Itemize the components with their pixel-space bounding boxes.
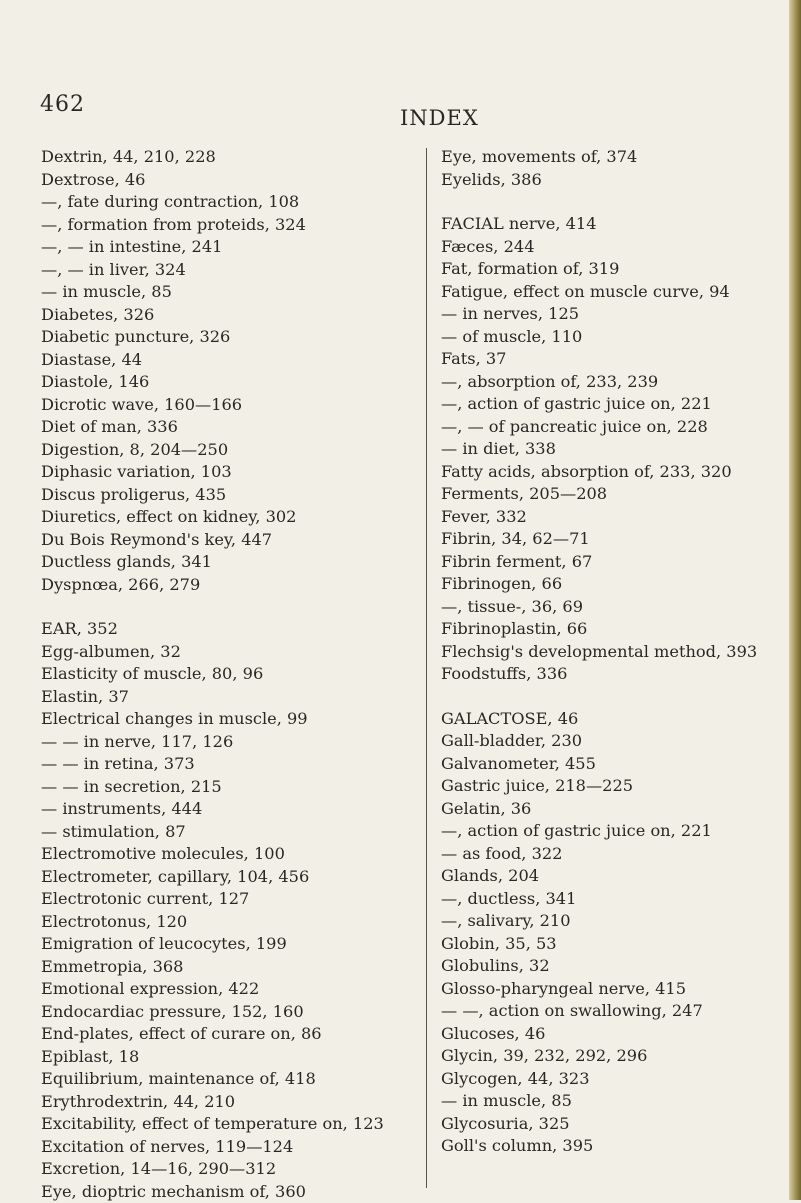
index-entry: Ferments, 205—208 <box>441 483 786 506</box>
index-entry: Dextrose, 46 <box>41 169 411 192</box>
index-entry: Emotional expression, 422 <box>41 978 411 1001</box>
index-entry: —, tissue-, 36, 69 <box>441 596 786 619</box>
index-entry: Diabetic puncture, 326 <box>41 326 411 349</box>
index-entry: Glosso-pharyngeal nerve, 415 <box>441 978 786 1001</box>
index-entry: Fibrinoplastin, 66 <box>441 618 786 641</box>
book-spine-edge <box>789 0 801 1200</box>
index-entry: —, action of gastric juice on, 221 <box>441 393 786 416</box>
index-entry: —, absorption of, 233, 239 <box>441 371 786 394</box>
index-entry: Glycosuria, 325 <box>441 1113 786 1136</box>
index-entry: — of muscle, 110 <box>441 326 786 349</box>
index-entry: Dicrotic wave, 160—166 <box>41 394 411 417</box>
index-entry: Globin, 35, 53 <box>441 933 786 956</box>
index-entry: Fibrin ferment, 67 <box>441 551 786 574</box>
index-entry: — in muscle, 85 <box>41 281 411 304</box>
index-entry: Ductless glands, 341 <box>41 551 411 574</box>
index-entry: Excretion, 14—16, 290—312 <box>41 1158 411 1181</box>
index-column-left <box>41 146 411 1203</box>
index-entry: Dyspnœa, 266, 279 <box>41 574 411 597</box>
index-entry: Glycogen, 44, 323 <box>441 1068 786 1091</box>
index-entry: Diet of man, 336 <box>41 416 411 439</box>
index-entry: — stimulation, 87 <box>41 821 411 844</box>
index-entry: Glands, 204 <box>441 865 786 888</box>
index-entry: EAR, 352 <box>41 618 411 641</box>
index-entry: Epiblast, 18 <box>41 1046 411 1069</box>
index-entry: Du Bois Reymond's key, 447 <box>41 529 411 552</box>
index-entry: Dextrin, 44, 210, 228 <box>41 146 411 169</box>
index-entry: GALACTOSE, 46 <box>441 708 786 731</box>
index-entry: Emigration of leucocytes, 199 <box>41 933 411 956</box>
index-entry: — in diet, 338 <box>441 438 786 461</box>
index-entry: Discus proligerus, 435 <box>41 484 411 507</box>
index-entry: Gelatin, 36 <box>441 798 786 821</box>
index-entry: —, — in intestine, 241 <box>41 236 411 259</box>
index-entry: —, — in liver, 324 <box>41 259 411 282</box>
index-entry: —, ductless, 341 <box>441 888 786 911</box>
index-entry: Diastase, 44 <box>41 349 411 372</box>
index-entry: Eye, dioptric mechanism of, 360 <box>41 1181 411 1203</box>
index-entry: —, formation from proteids, 324 <box>41 214 411 237</box>
index-entry: Fibrin, 34, 62—71 <box>441 528 786 551</box>
index-entry: Fibrinogen, 66 <box>441 573 786 596</box>
index-entry: Glucoses, 46 <box>441 1023 786 1046</box>
index-entry: Digestion, 8, 204—250 <box>41 439 411 462</box>
index-entry: Diphasic variation, 103 <box>41 461 411 484</box>
index-entry: — — in secretion, 215 <box>41 776 411 799</box>
index-entry: — in nerves, 125 <box>441 303 786 326</box>
index-entry: Diabetes, 326 <box>41 304 411 327</box>
index-entry: Electromotive molecules, 100 <box>41 843 411 866</box>
index-entry: Electrotonic current, 127 <box>41 888 411 911</box>
index-entry: Electrotonus, 120 <box>41 911 411 934</box>
index-entry: —, salivary, 210 <box>441 910 786 933</box>
index-entry: End-plates, effect of curare on, 86 <box>41 1023 411 1046</box>
index-entry: FACIAL nerve, 414 <box>441 213 786 236</box>
index-entry: Goll's column, 395 <box>441 1135 786 1158</box>
index-entry: Galvanometer, 455 <box>441 753 786 776</box>
index-entry: Globulins, 32 <box>441 955 786 978</box>
index-entry: —, action of gastric juice on, 221 <box>441 820 786 843</box>
index-entry: Flechsig's developmental method, 393 <box>441 641 786 664</box>
index-entry: Eyelids, 386 <box>441 169 786 192</box>
index-entry: Eye, movements of, 374 <box>441 146 786 169</box>
index-entry: Elastin, 37 <box>41 686 411 709</box>
index-entry: Fever, 332 <box>441 506 786 529</box>
index-entry: — — in retina, 373 <box>41 753 411 776</box>
running-head: INDEX <box>400 106 479 130</box>
index-entry: Electrical changes in muscle, 99 <box>41 708 411 731</box>
index-entry: Diuretics, effect on kidney, 302 <box>41 506 411 529</box>
index-entry: Excitability, effect of temperature on, 123 <box>41 1113 411 1136</box>
index-entry: Gastric juice, 218—225 <box>441 775 786 798</box>
index-entry: Glycin, 39, 232, 292, 296 <box>441 1045 786 1068</box>
index-entry: Foodstuffs, 336 <box>441 663 786 686</box>
index-entry: Elasticity of muscle, 80, 96 <box>41 663 411 686</box>
index-entry: —, — of pancreatic juice on, 228 <box>441 416 786 439</box>
index-entry: — instruments, 444 <box>41 798 411 821</box>
index-entry: — —, action on swallowing, 247 <box>441 1000 786 1023</box>
index-entry: Diastole, 146 <box>41 371 411 394</box>
index-entry: Fat, formation of, 319 <box>441 258 786 281</box>
index-entry: Egg-albumen, 32 <box>41 641 411 664</box>
index-entry: Emmetropia, 368 <box>41 956 411 979</box>
index-entry: Gall-bladder, 230 <box>441 730 786 753</box>
index-entry: Fatty acids, absorption of, 233, 320 <box>441 461 786 484</box>
index-entry: Electrometer, capillary, 104, 456 <box>41 866 411 889</box>
index-entry: Erythrodextrin, 44, 210 <box>41 1091 411 1114</box>
column-divider <box>426 148 427 1188</box>
index-entry: — in muscle, 85 <box>441 1090 786 1113</box>
index-entry: —, fate during contraction, 108 <box>41 191 411 214</box>
index-entry: — as food, 322 <box>441 843 786 866</box>
index-entry: Fæces, 244 <box>441 236 786 259</box>
index-entry: — — in nerve, 117, 126 <box>41 731 411 754</box>
index-column-right <box>441 146 786 1158</box>
index-entry: Fatigue, effect on muscle curve, 94 <box>441 281 786 304</box>
index-entry: Fats, 37 <box>441 348 786 371</box>
page-number: 462 <box>40 92 85 117</box>
index-entry: Endocardiac pressure, 152, 160 <box>41 1001 411 1024</box>
index-entry: Excitation of nerves, 119—124 <box>41 1136 411 1159</box>
index-entry: Equilibrium, maintenance of, 418 <box>41 1068 411 1091</box>
